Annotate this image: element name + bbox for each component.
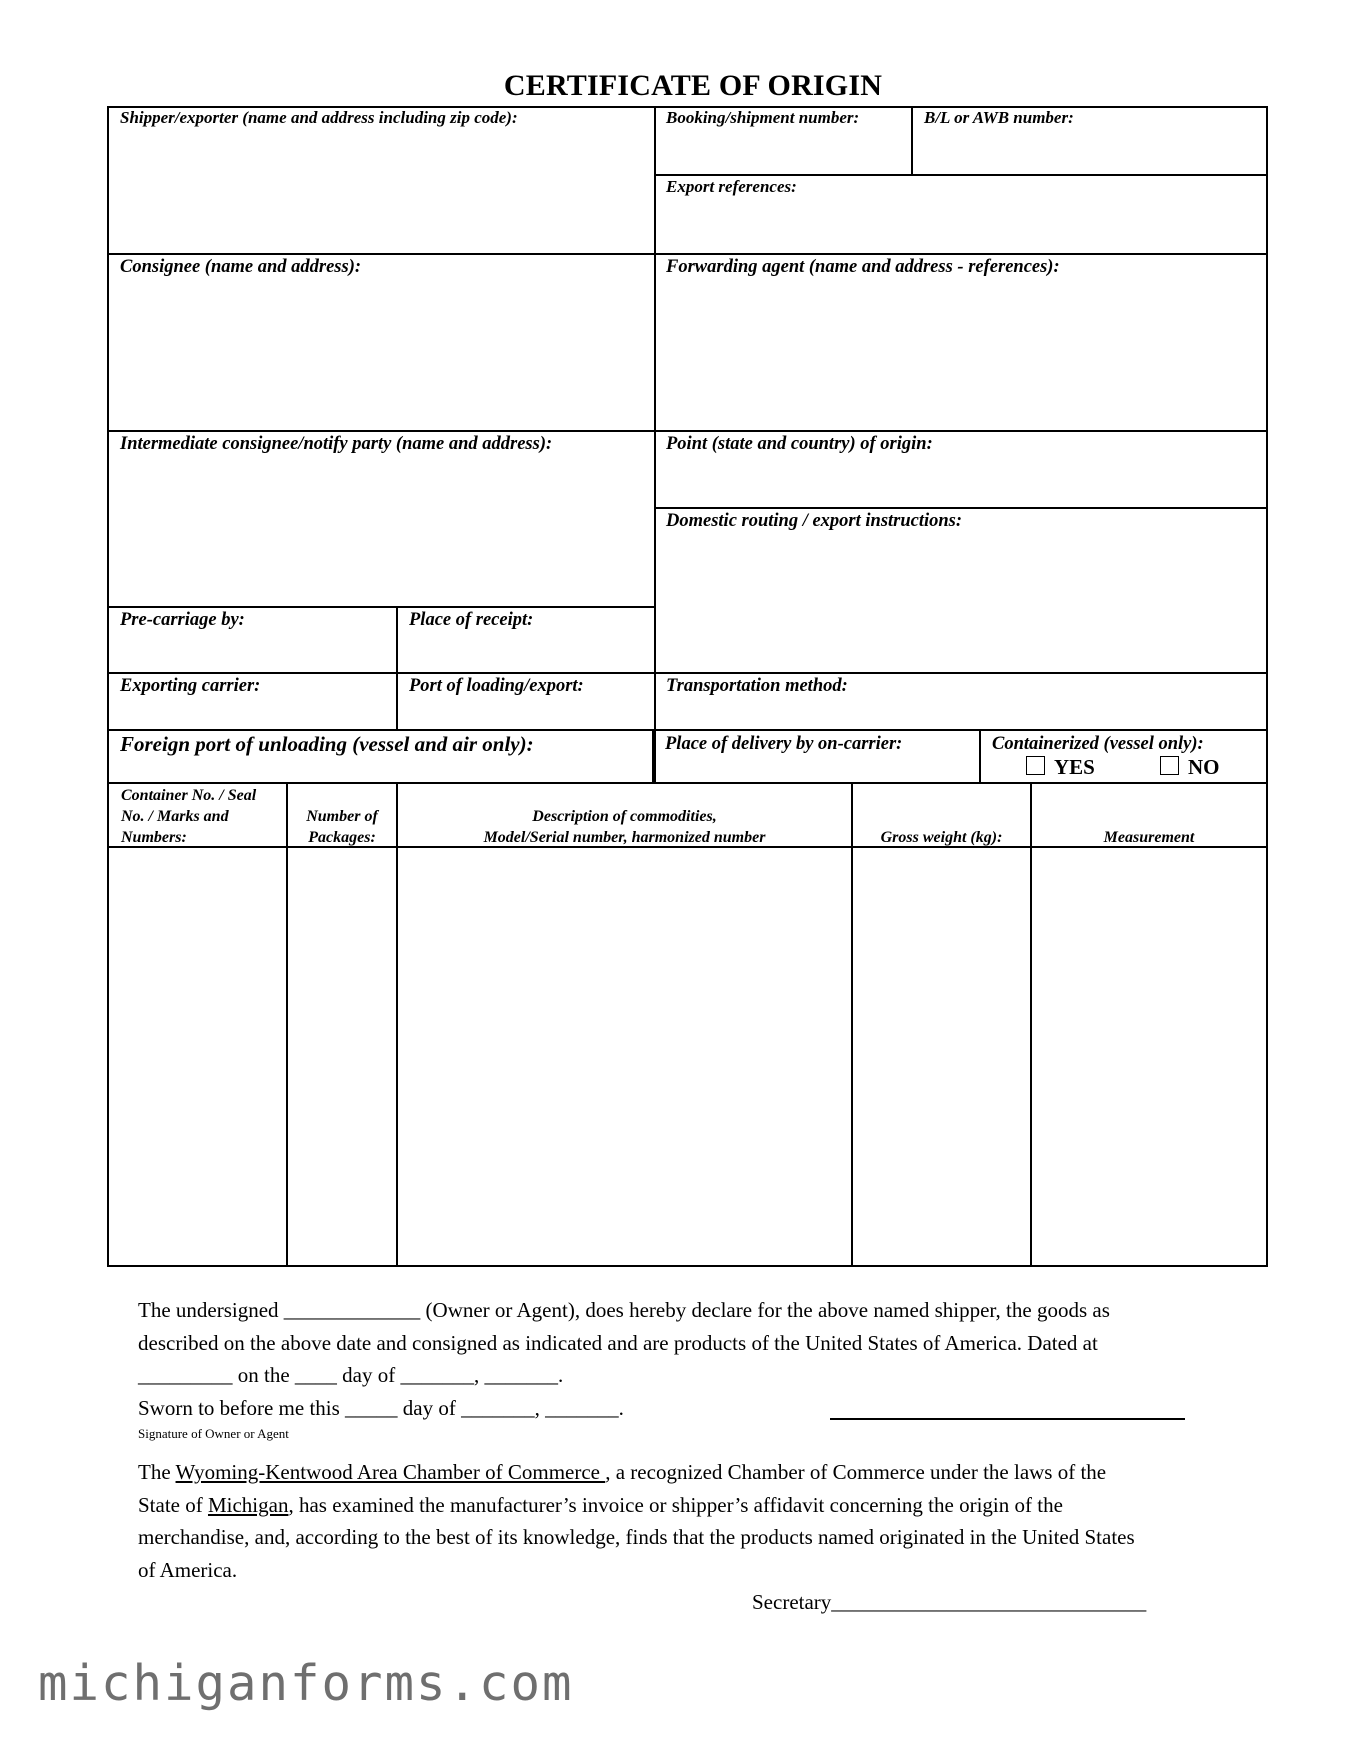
intermediate-consignee-label: Intermediate consignee/notify party (name and address): xyxy=(120,434,553,454)
exporting-carrier-label: Exporting carrier: xyxy=(120,676,261,696)
signature-caption: Signature of Owner or Agent xyxy=(138,1426,289,1441)
bl-awb-label: B/L or AWB number: xyxy=(924,108,1074,127)
owner-signature-line xyxy=(830,1418,1185,1420)
gross-weight-header: Gross weight (kg): xyxy=(880,829,1003,846)
booking-number-label: Booking/shipment number: xyxy=(666,108,860,127)
shipper-label: Shipper/exporter (name and address including zip code): xyxy=(120,108,518,127)
document-title: CERTIFICATE OF ORIGIN xyxy=(503,69,883,102)
transportation-method-label: Transportation method: xyxy=(666,676,848,696)
declaration-line-2: described on the above date and consigned as indicated and are products of the United States of America. Dated at xyxy=(138,1331,1098,1355)
containerized-yes-label: YES xyxy=(1054,755,1095,779)
chamber-line-2: State of Michigan, has examined the manufacturer’s invoice or shipper’s affidavit concerning the origin of the xyxy=(138,1493,1063,1517)
packages-header: Number of Packages: xyxy=(306,808,378,846)
declaration-line-1: The undersigned _____________ (Owner or Agent), does hereby declare for the above named shipper, the goods as xyxy=(138,1298,1110,1322)
chamber-line-4: of America. xyxy=(138,1558,238,1582)
sworn-line: Sworn to before me this _____ day of _______, _______. xyxy=(138,1396,624,1420)
containerized-no-label: NO xyxy=(1188,755,1220,779)
containerized-label: Containerized (vessel only): xyxy=(992,734,1204,754)
place-of-receipt-label: Place of receipt: xyxy=(409,610,534,630)
containerized-no-checkbox[interactable] xyxy=(1160,756,1179,775)
foreign-port-label: Foreign port of unloading (vessel and air only): xyxy=(120,732,534,756)
state-name: Michigan xyxy=(207,1493,289,1517)
point-of-origin-label: Point (state and country) of origin: xyxy=(666,434,933,454)
forwarding-agent-label: Forwarding agent (name and address - references): xyxy=(666,257,1060,277)
pre-carriage-label: Pre-carriage by: xyxy=(120,610,245,630)
domestic-routing-label: Domestic routing / export instructions: xyxy=(666,511,963,531)
description-header: Description of commodities, Model/Serial number, harmonized number xyxy=(483,808,766,846)
secretary-signature: Secretary______________________________ xyxy=(752,1590,1147,1614)
declaration-line-3: _________ on the ____ day of _______, _______. xyxy=(138,1363,564,1387)
place-of-delivery-label: Place of delivery by on-carrier: xyxy=(665,734,903,754)
port-of-loading-label: Port of loading/export: xyxy=(409,676,584,696)
export-references-label: Export references: xyxy=(666,177,797,196)
watermark: michiganforms.com xyxy=(38,1655,574,1712)
chamber-line-3: merchandise, and, according to the best of its knowledge, finds that the products named originated in the United States xyxy=(138,1525,1135,1549)
container-no-header: Container No. / Seal No. / Marks and Numbers: xyxy=(121,787,257,846)
consignee-label: Consignee (name and address): xyxy=(120,257,362,277)
chamber-line-1: The Wyoming-Kentwood Area Chamber of Commerce , a recognized Chamber of Commerce under the laws of the xyxy=(138,1460,1107,1484)
containerized-yes-checkbox[interactable] xyxy=(1026,756,1045,775)
chamber-name: Wyoming-Kentwood Area Chamber of Commerce xyxy=(175,1460,606,1484)
measurement-header: Measurement xyxy=(1103,829,1195,846)
